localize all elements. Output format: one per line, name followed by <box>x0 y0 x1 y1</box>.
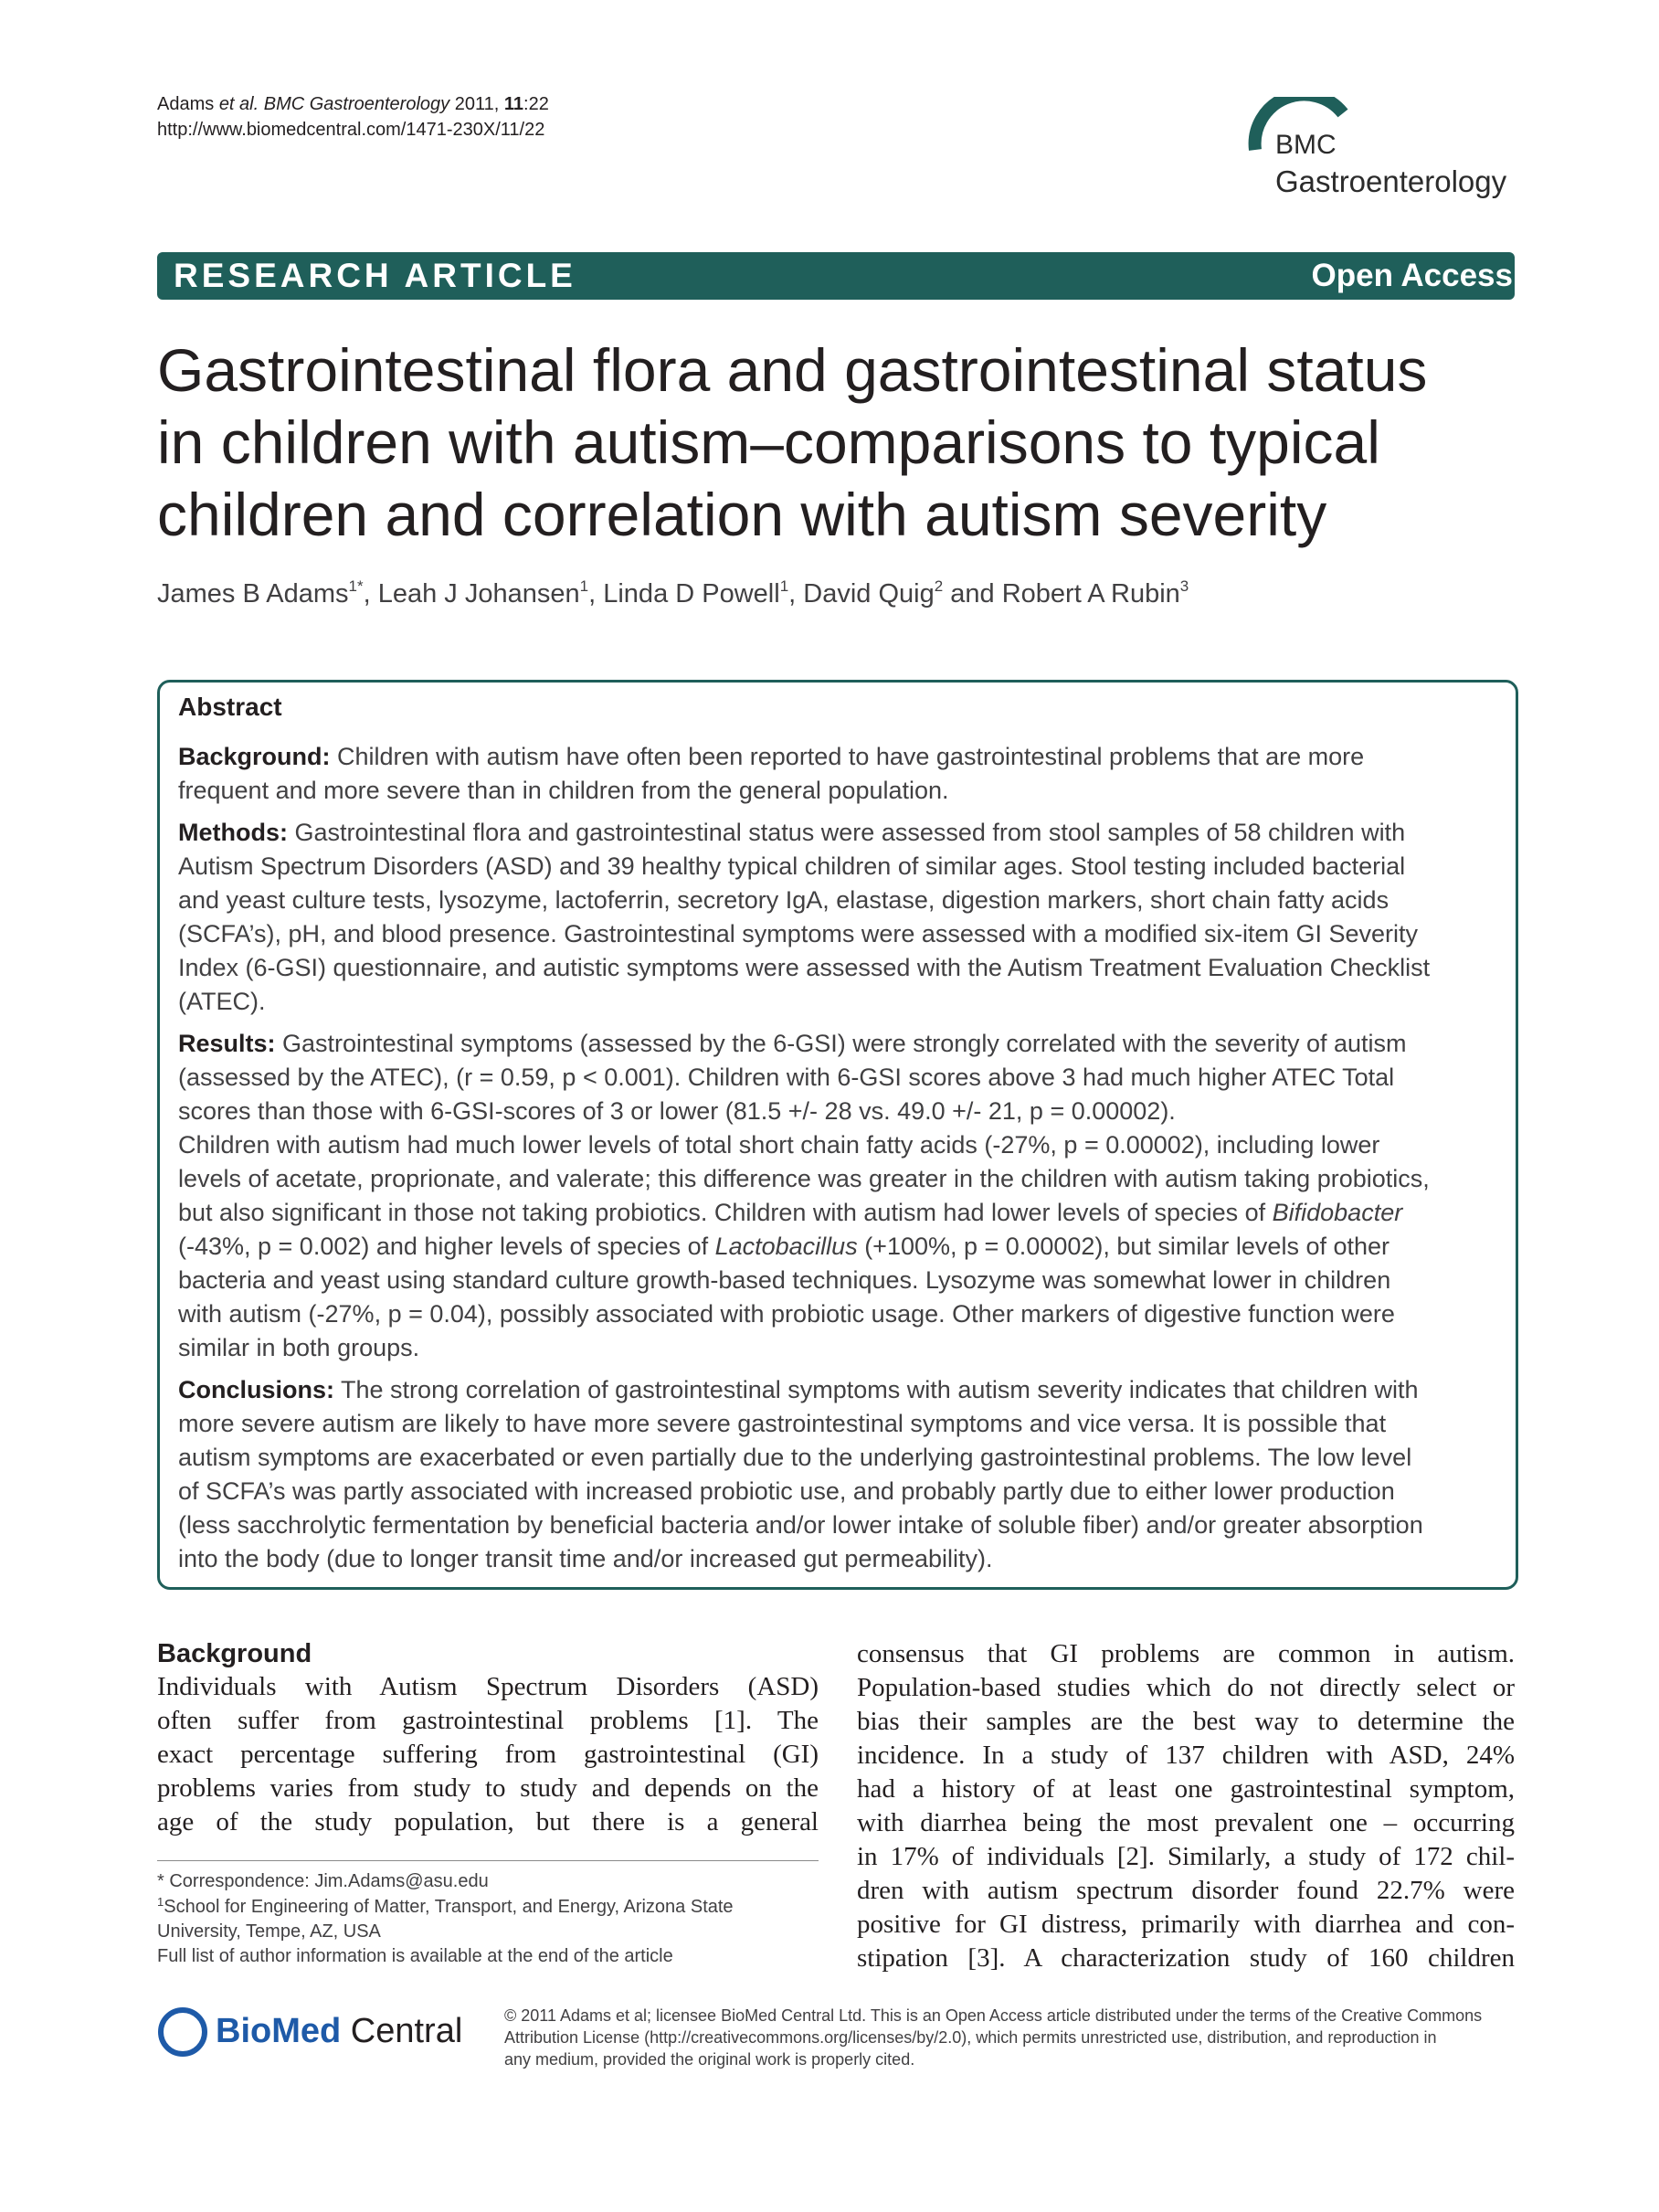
publisher-name <box>216 2011 462 2051</box>
abstract-line: and yeast culture tests, lysozyme, lactoferrin, secretory IgA, elastase, digestion markers, short chain fatty acids <box>178 886 1390 914</box>
abstract-line <box>178 1196 1402 1230</box>
author-affil: 1 <box>779 577 789 595</box>
section-heading: Background <box>157 1639 312 1668</box>
biomed-central-logo-icon <box>157 2006 208 2058</box>
citation-etal: et al. <box>218 94 259 114</box>
citation-header <box>157 91 549 143</box>
open-access-label: Open Access <box>1311 258 1513 293</box>
title-line: children and correlation with autism severity <box>157 481 1327 548</box>
license-text: any medium, provided the original work is properly cited. <box>504 2050 915 2069</box>
abstract-section-label: Results: <box>178 1030 276 1057</box>
publisher-bm: BioMed <box>216 2012 342 2050</box>
affiliation-note: University, Tempe, AZ, USA <box>157 1921 381 1942</box>
abstract-line <box>178 1230 1390 1264</box>
body-line: Population-based studies which do not directly select or <box>857 1673 1515 1702</box>
journal-logo-sub: Gastroenterology <box>1275 164 1507 198</box>
author-list <box>157 577 1189 610</box>
body-line: with diarrhea being the most prevalent one – occurring <box>857 1808 1515 1837</box>
author-name: David Quig <box>803 579 935 609</box>
citation-journal: BMC Gastroenterology <box>263 94 450 114</box>
abstract-line <box>178 816 1405 850</box>
citation-volume: 11 <box>503 94 524 114</box>
title-line: Gastrointestinal flora and gastrointestinal status <box>157 336 1428 404</box>
affil-text: School for Engineering of Matter, Transport, and Energy, Arizona State <box>164 1897 734 1917</box>
article-type-label: RESEARCH ARTICLE <box>174 257 576 294</box>
abstract-line: (assessed by the ATEC), (r = 0.59, p < 0.001). Children with 6-GSI scores above 3 had much higher ATEC Total <box>178 1064 1395 1091</box>
abstract-section-label: Methods: <box>178 819 288 846</box>
species-name: Bifidobacter <box>1272 1199 1403 1226</box>
body-line: age of the study population, but there is a general <box>157 1807 819 1836</box>
body-line: had a history of at least one gastrointestinal symptom, <box>857 1774 1515 1804</box>
license-text: Attribution License (http://creativecommons.org/licenses/by/2.0), which permits unrestricted use, distribution, and reproduction in <box>504 2028 1437 2047</box>
author-sep: , <box>588 579 604 609</box>
abstract-line: Index (6-GSI) questionnaire, and autistic symptoms were assessed with the Autism Treatment Evaluation Checklist <box>178 954 1431 981</box>
author-affil: 1 <box>579 577 589 595</box>
abstract-section-label: Conclusions: <box>178 1376 335 1403</box>
abstract-line: similar in both groups. <box>178 1334 420 1361</box>
footnote-divider <box>157 1860 819 1861</box>
abstract-line: levels of acetate, proprionate, and valerate; this difference was greater in the children with autism taking probiotics, <box>178 1165 1430 1192</box>
author-affil: 1* <box>348 577 364 595</box>
affiliation-note <box>157 1895 734 1920</box>
author-affil: 3 <box>1179 577 1189 595</box>
journal-logo-word: BMC <box>1275 130 1337 160</box>
citation-authors: Adams <box>157 94 215 114</box>
license-text: © 2011 Adams et al; licensee BioMed Central Ltd. This is an Open Access article distributed under the terms of the Creative Commons <box>504 2006 1483 2025</box>
article-url[interactable]: http://www.biomedcentral.com/1471-230X/11/22 <box>157 120 545 140</box>
body-line: problems varies from study to study and depends on the <box>157 1773 819 1803</box>
affil-sup: 1 <box>157 1895 164 1909</box>
abstract-line: Autism Spectrum Disorders (ASD) and 39 healthy typical children of similar ages. Stool testing included bacterial <box>178 852 1406 880</box>
author-name: James B Adams <box>157 579 349 609</box>
abstract-line: of SCFA’s was partly associated with increased probiotic use, and probably partly due to either lower production <box>178 1477 1395 1505</box>
abstract-line <box>178 740 1364 774</box>
abstract-line <box>178 1027 1407 1061</box>
abstract-text: (+100%, p = 0.00002), but similar levels of other <box>857 1233 1390 1260</box>
article-title <box>157 334 1527 551</box>
citation-year: 2011, <box>454 94 500 114</box>
abstract-line: with autism (-27%, p = 0.04), possibly associated with probiotic usage. Other markers of digestive function were <box>178 1300 1395 1328</box>
citation-pages: :22 <box>523 94 549 114</box>
abstract-text: Gastrointestinal flora and gastrointestinal status were assessed from stool samples of 58 children with <box>287 819 1406 846</box>
abstract-line: more severe autism are likely to have more severe gastrointestinal symptoms and vice versa. It is possible that <box>178 1410 1387 1437</box>
abstract-line: (less sacchrolytic fermentation by beneficial bacteria and/or lower intake of soluble fiber) and/or greater absorption <box>178 1511 1423 1539</box>
abstract-line: bacteria and yeast using standard culture growth-based techniques. Lysozyme was somewhat lower in children <box>178 1266 1391 1294</box>
author-name: Robert A Rubin <box>1001 579 1180 609</box>
abstract-line: frequent and more severe than in children from the general population. <box>178 777 949 804</box>
author-sep: , <box>363 579 378 609</box>
author-info-note: Full list of author information is available at the end of the article <box>157 1946 673 1966</box>
species-name: Lactobacillus <box>714 1233 858 1260</box>
body-line: in 17% of individuals [2]. Similarly, a study of 172 chil- <box>857 1842 1515 1871</box>
abstract-line: (SCFA’s), pH, and blood presence. Gastrointestinal symptoms were assessed with a modified six-item GI Severity <box>178 920 1419 947</box>
abstract-text: The strong correlation of gastrointestinal symptoms with autism severity indicates that children with <box>334 1376 1419 1403</box>
body-line: stipation [3]. A characterization study of 160 children <box>857 1943 1515 1973</box>
publisher-rest: Central <box>341 2012 463 2050</box>
author-affil: 2 <box>934 577 944 595</box>
abstract-text: (-43%, p = 0.002) and higher levels of species of <box>178 1233 715 1260</box>
author-name: Linda D Powell <box>603 579 780 609</box>
author-sep: , <box>788 579 804 609</box>
abstract-line: scores than those with 6-GSI-scores of 3 or lower (81.5 +/- 28 vs. 49.0 +/- 21, p = 0.00002). <box>178 1097 1176 1125</box>
abstract-text: Children with autism have often been reported to have gastrointestinal problems that are more <box>330 743 1365 770</box>
abstract-line: (ATEC). <box>178 988 266 1015</box>
abstract-line: into the body (due to longer transit time and/or increased gut permeability). <box>178 1545 993 1572</box>
body-line: dren with autism spectrum disorder found 22.7% were <box>857 1876 1515 1905</box>
abstract-section-label: Background: <box>178 743 331 770</box>
body-line: positive for GI distress, primarily with diarrhea and con- <box>857 1910 1515 1939</box>
body-line: consensus that GI problems are common in autism. <box>857 1639 1515 1668</box>
body-line: often suffer from gastrointestinal problems [1]. The <box>157 1706 819 1735</box>
author-name: Leah J Johansen <box>377 579 580 609</box>
abstract-line: autism symptoms are exacerbated or even partially due to the underlying gastrointestinal problems. The low level <box>178 1444 1412 1471</box>
abstract-text: but also significant in those not taking probiotics. Children with autism had lower levels of species of <box>178 1199 1273 1226</box>
body-line: incidence. In a study of 137 children with ASD, 24% <box>857 1741 1515 1770</box>
body-line: bias their samples are the best way to determine the <box>857 1707 1515 1736</box>
abstract-heading: Abstract <box>178 693 282 721</box>
title-line: in children with autism–comparisons to typical <box>157 408 1380 476</box>
body-line: exact percentage suffering from gastrointestinal (GI) <box>157 1740 819 1769</box>
abstract-line <box>178 1373 1419 1407</box>
abstract-line: Children with autism had much lower levels of total short chain fatty acids (-27%, p = 0.00002), including lower <box>178 1131 1380 1159</box>
body-line: Individuals with Autism Spectrum Disorders (ASD) <box>157 1672 819 1701</box>
abstract-text: Gastrointestinal symptoms (assessed by the 6-GSI) were strongly correlated with the severity of autism <box>275 1030 1407 1057</box>
author-sep: and <box>943 579 1002 609</box>
correspondence-note: * Correspondence: Jim.Adams@asu.edu <box>157 1871 489 1891</box>
